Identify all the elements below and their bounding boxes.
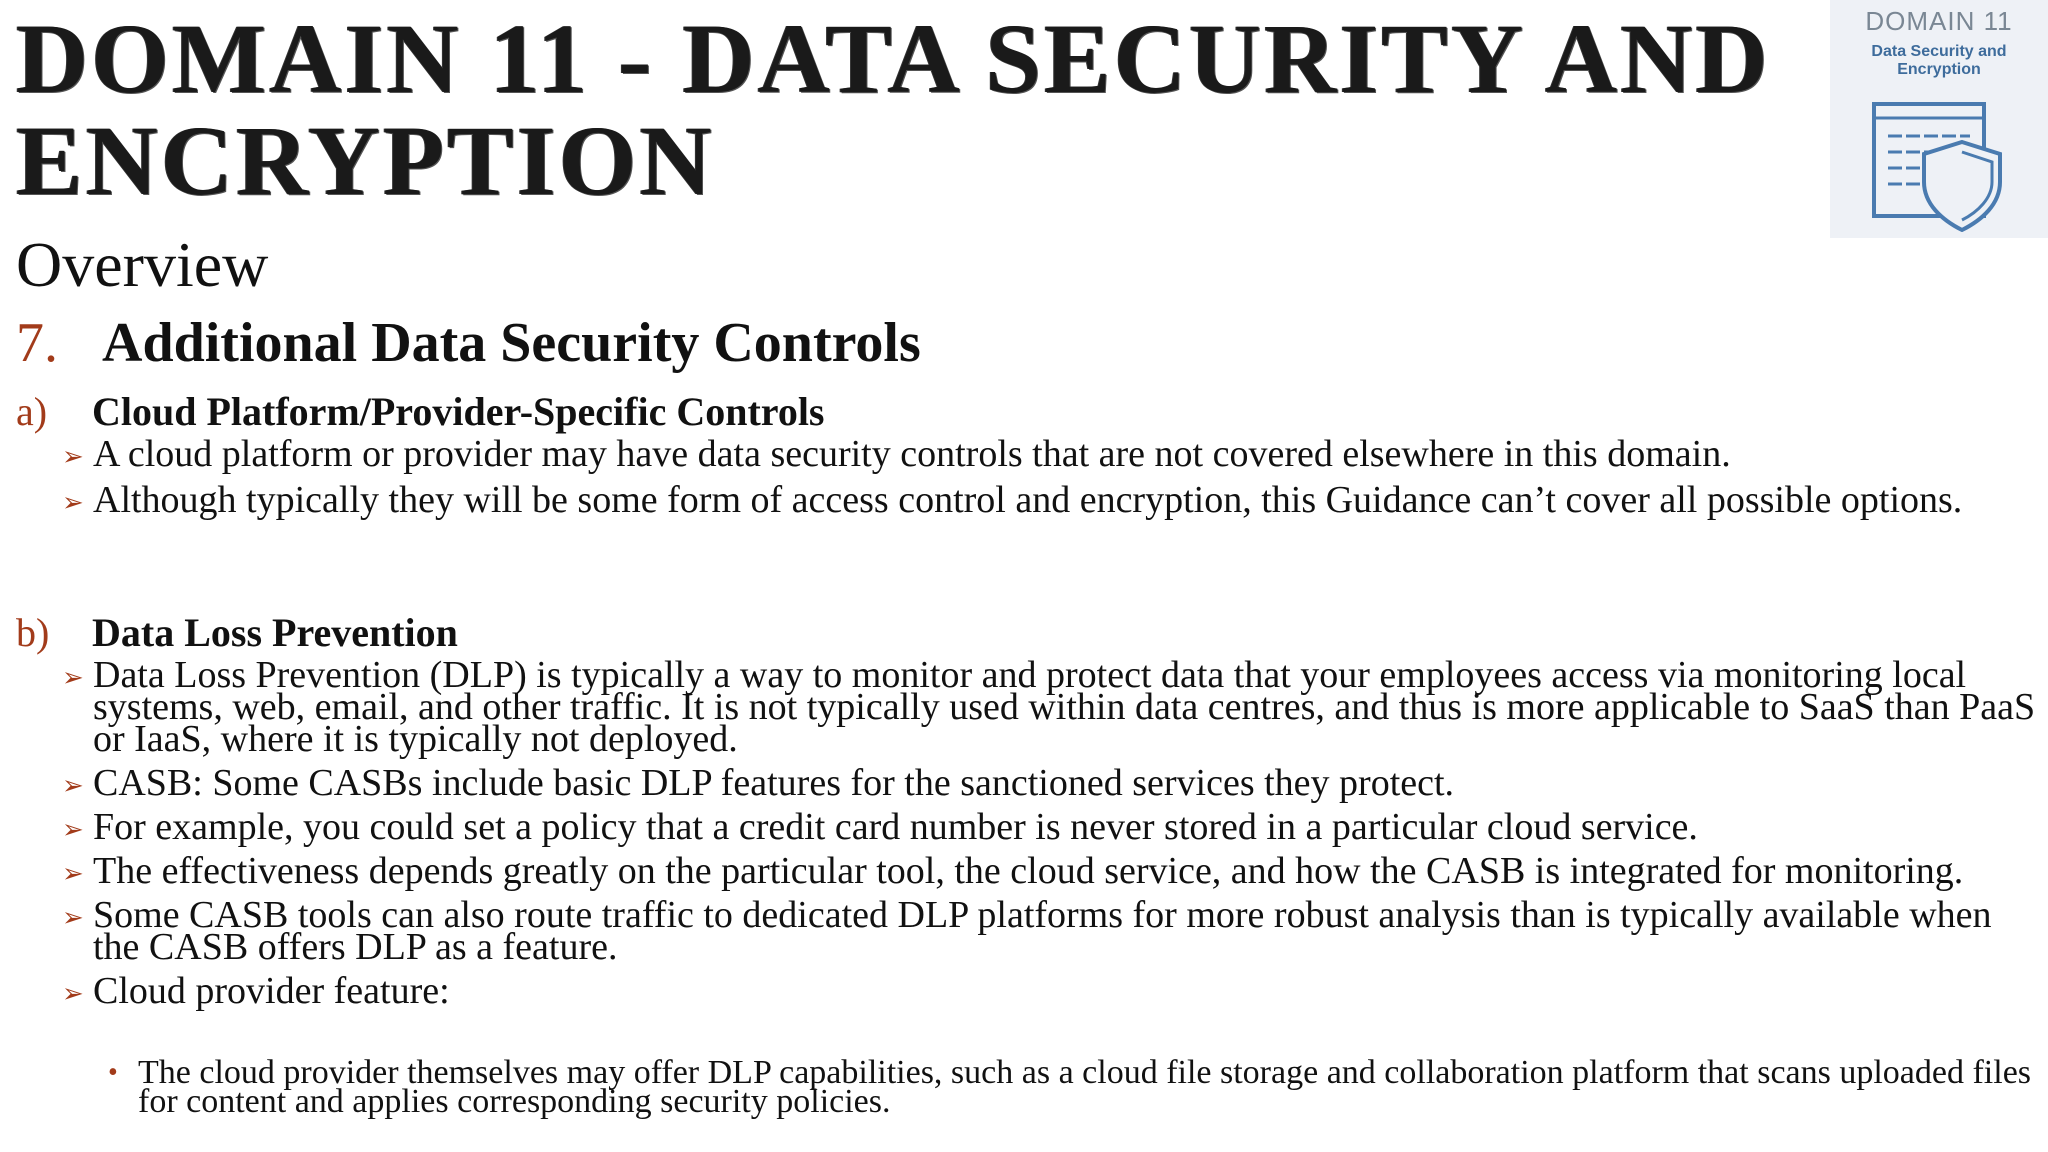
domain-badge xyxy=(1830,0,2048,238)
subsection-b-heading xyxy=(16,611,458,655)
arrow-bullet-icon: ➢ xyxy=(62,442,84,472)
overview-heading: Overview xyxy=(16,229,269,300)
subsection-a-bullets xyxy=(60,433,2040,521)
arrow-bullet-icon: ➢ xyxy=(62,663,84,693)
dot-bullet-icon: • xyxy=(108,1057,118,1088)
arrow-bullet-icon: ➢ xyxy=(62,859,84,889)
section-number: 7. xyxy=(16,312,58,374)
subsection-b-sub-bullets xyxy=(104,1054,2034,1120)
arrow-bullet-icon: ➢ xyxy=(62,815,84,845)
list-item: ➢ Cloud provider feature: xyxy=(62,970,450,1012)
section-heading xyxy=(16,312,921,374)
list-item: ➢ Some CASB tools can also route traffic to dedicated DLP platforms for more robust analysis than is typically available when the CASB offers DLP as a feature. xyxy=(62,894,1992,968)
list-item: ➢ Data Loss Prevention (DLP) is typically a way to monitor and protect data that your employees access via monitoring local systems, web, email, and other traffic. It is not typically used within data centres, and thus is more applicable to SaaS than PaaS or IaaS, where it is typically not deployed. xyxy=(62,654,2036,760)
list-item: ➢ The effectiveness depends greatly on the particular tool, the cloud service, and how the CASB is integrated for monitoring. xyxy=(62,850,1964,892)
badge-domain-label: DOMAIN 11 xyxy=(1865,6,2013,36)
list-item: ➢ Although typically they will be some form of access control and encryption, this Guidance can’t cover all possible options. xyxy=(62,479,1963,521)
arrow-bullet-icon: ➢ xyxy=(62,488,84,518)
list-item: ➢ A cloud platform or provider may have data security controls that are not covered elsewhere in this domain. xyxy=(62,433,1731,475)
subsection-a-heading xyxy=(16,390,825,434)
subsection-a-letter: a) xyxy=(16,389,48,434)
list-item: ➢ CASB: Some CASBs include basic DLP features for the sanctioned services they protect. xyxy=(62,762,1455,804)
list-item: • The cloud provider themselves may offer DLP capabilities, such as a cloud file storage and collaboration platform that scans uploaded files for content and applies corresponding security policies. xyxy=(108,1054,2032,1120)
badge-subtitle: Data Security and Encryption xyxy=(1871,43,2007,78)
list-item: ➢ For example, you could set a policy that a credit card number is never stored in a particular cloud service. xyxy=(62,806,1698,848)
subsection-b-title: Data Loss Prevention xyxy=(92,610,458,655)
slide-title: DOMAIN 11 - DATA SECURITY AND ENCRYPTION xyxy=(16,3,1771,216)
subsection-b-bullets xyxy=(60,654,2040,1012)
subsection-a-title: Cloud Platform/Provider-Specific Controls xyxy=(92,389,825,434)
arrow-bullet-icon: ➢ xyxy=(62,979,84,1009)
arrow-bullet-icon: ➢ xyxy=(62,903,84,933)
subsection-b-letter: b) xyxy=(16,610,50,655)
document-shield-icon xyxy=(1870,96,2010,232)
arrow-bullet-icon: ➢ xyxy=(62,771,84,801)
section-title: Additional Data Security Controls xyxy=(102,312,921,374)
